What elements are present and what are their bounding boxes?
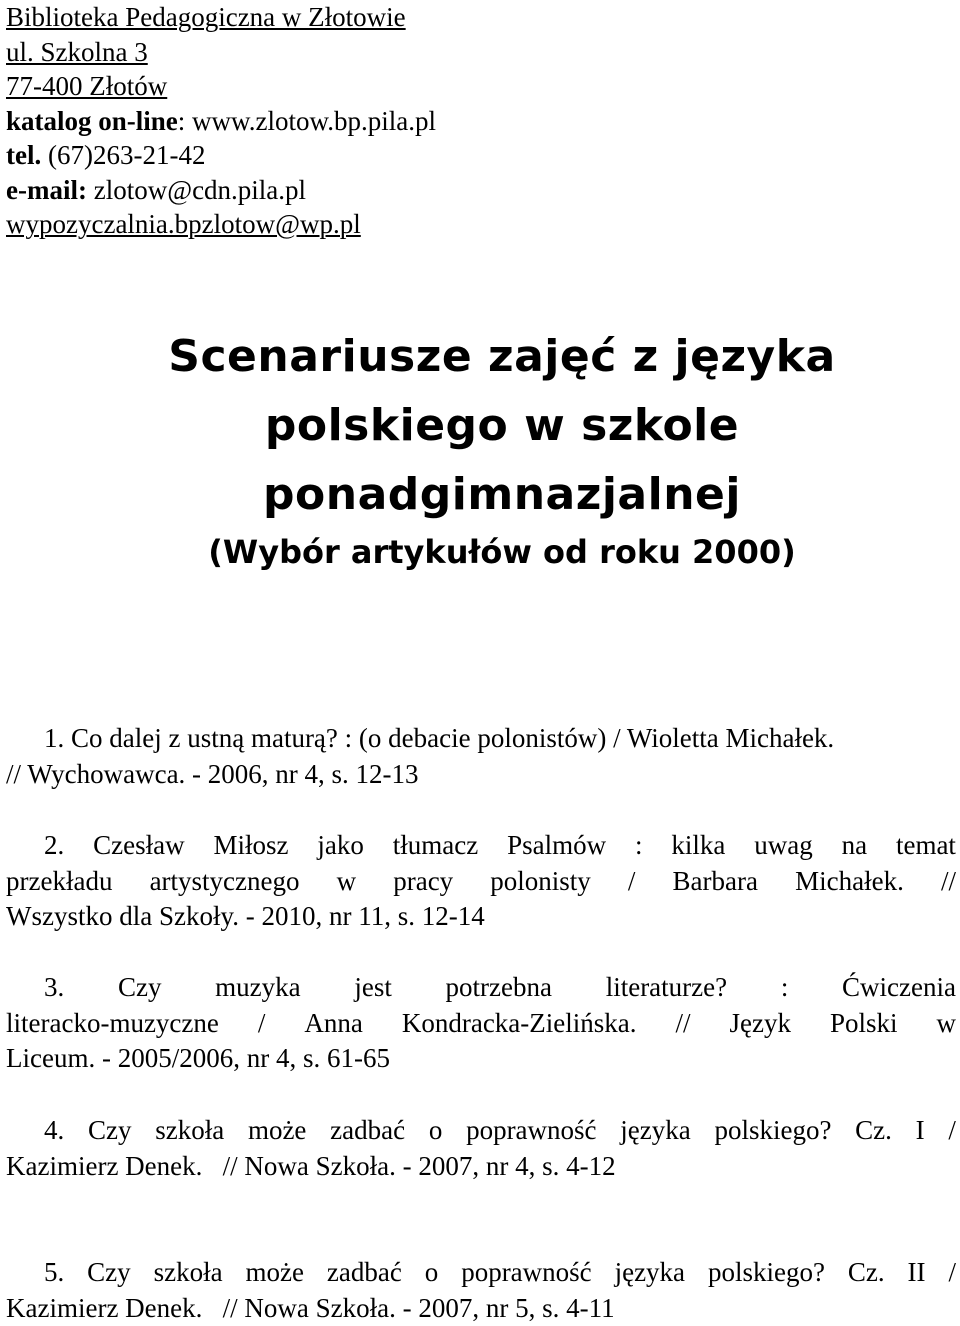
bibliography-entry-1	[6, 721, 956, 792]
entry-4-line-1	[6, 1113, 956, 1149]
word: I	[916, 1113, 925, 1149]
entry-2-line-1	[6, 828, 956, 864]
word: poprawność	[466, 1113, 596, 1149]
word: języka	[615, 1255, 685, 1291]
word: /	[948, 1113, 956, 1149]
word: potrzebna	[446, 970, 552, 1006]
word: literacko-muzyczne	[6, 1006, 219, 1042]
word: Kondracka-Zielińska.	[402, 1006, 637, 1042]
word: 2.	[44, 828, 64, 864]
word: szkoła	[155, 1113, 224, 1149]
word: Barbara	[673, 864, 758, 900]
word: o	[429, 1113, 443, 1149]
word: Psalmów	[507, 828, 606, 864]
document-subtitle: (Wybór artykułów od roku 2000)	[0, 530, 960, 574]
word: Anna	[304, 1006, 362, 1042]
entry-3-line-2	[6, 1006, 956, 1042]
entry-3-line-1	[6, 970, 956, 1006]
catalog-url[interactable]: www.zlotow.bp.pila.pl	[192, 106, 436, 136]
word: 5.	[44, 1255, 64, 1291]
word: Cz.	[848, 1255, 885, 1291]
word: w	[936, 1006, 956, 1042]
word: jako	[317, 828, 364, 864]
word: zadbać	[327, 1255, 402, 1291]
entry-2-line-2	[6, 864, 956, 900]
word: /	[258, 1006, 266, 1042]
word: :	[635, 828, 643, 864]
word: artystycznego	[150, 864, 300, 900]
street-link[interactable]: ul. Szkolna 3	[6, 37, 148, 67]
catalog-line	[6, 104, 436, 139]
library-header	[6, 0, 436, 242]
word: na	[842, 828, 867, 864]
title-line-1: Scenariusze zajęć z języka	[0, 322, 960, 391]
phone-line	[6, 138, 436, 173]
word: 4.	[44, 1113, 64, 1149]
word: polonisty	[490, 864, 591, 900]
email-line	[6, 173, 436, 208]
bibliography-entry-3	[6, 970, 956, 1077]
word: polskiego?	[714, 1113, 831, 1149]
word: polskiego?	[708, 1255, 825, 1291]
library-name-link[interactable]: Biblioteka Pedagogiczna w Złotowie	[6, 2, 406, 32]
entry-1-line-1: 1. Co dalej z ustną maturą? : (o debacie polonistów) / Wioletta Michałek.	[6, 721, 956, 757]
word: może	[248, 1113, 306, 1149]
email2-link[interactable]: wypozyczalnia.bpzlotow@wp.pl	[6, 209, 361, 239]
word: Język	[729, 1006, 790, 1042]
word: szkoła	[154, 1255, 223, 1291]
word: jest	[354, 970, 392, 1006]
entry-4-line-2: Kazimierz Denek. // Nowa Szkoła. - 2007, nr 4, s. 4-12	[6, 1149, 956, 1185]
email-label: e-mail:	[6, 175, 87, 205]
word: Czy	[88, 1113, 132, 1149]
word: /	[628, 864, 636, 900]
title-line-3: ponadgimnazjalnej	[0, 460, 960, 529]
word: tłumacz	[393, 828, 478, 864]
word: Czesław	[93, 828, 184, 864]
word: II	[908, 1255, 926, 1291]
entry-3-line-3: Liceum. - 2005/2006, nr 4, s. 61-65	[6, 1041, 956, 1077]
bibliography-entry-2	[6, 828, 956, 935]
word: pracy	[393, 864, 453, 900]
word: /	[948, 1255, 956, 1291]
word: uwag	[754, 828, 812, 864]
title-line-2: polskiego w szkole	[0, 391, 960, 460]
word: przekładu	[6, 864, 112, 900]
word: Polski	[830, 1006, 898, 1042]
word: :	[781, 970, 789, 1006]
city-link[interactable]: 77-400 Złotów	[6, 71, 167, 101]
word: //	[941, 864, 956, 900]
word: Ćwiczenia	[842, 970, 956, 1006]
word: Miłosz	[213, 828, 288, 864]
word: kilka	[671, 828, 725, 864]
word: Michałek.	[795, 864, 904, 900]
document-title	[0, 322, 960, 529]
word: muzyka	[215, 970, 300, 1006]
word: może	[246, 1255, 304, 1291]
catalog-sep: :	[178, 106, 192, 136]
entry-5-line-2: Kazimierz Denek. // Nowa Szkoła. - 2007, nr 5, s. 4-11	[6, 1291, 956, 1326]
bibliography-entry-5	[6, 1255, 956, 1326]
entry-1-line-2: // Wychowawca. - 2006, nr 4, s. 12-13	[6, 757, 956, 793]
word: poprawność	[461, 1255, 591, 1291]
word: języka	[620, 1113, 690, 1149]
word: Czy	[87, 1255, 131, 1291]
bibliography-entry-4	[6, 1113, 956, 1184]
word: w	[337, 864, 357, 900]
word: Czy	[118, 970, 162, 1006]
catalog-label: katalog on-line	[6, 106, 178, 136]
entry-5-line-1	[6, 1255, 956, 1291]
phone-label: tel.	[6, 140, 41, 170]
word: zadbać	[330, 1113, 405, 1149]
word: literaturze?	[606, 970, 727, 1006]
word: 3.	[44, 970, 64, 1006]
word: //	[675, 1006, 690, 1042]
phone-value: (67)263-21-42	[41, 140, 205, 170]
word: o	[425, 1255, 439, 1291]
word: temat	[896, 828, 956, 864]
word: Cz.	[855, 1113, 892, 1149]
email-value[interactable]: zlotow@cdn.pila.pl	[87, 175, 306, 205]
entry-2-line-3: Wszystko dla Szkoły. - 2010, nr 11, s. 12-14	[6, 899, 956, 935]
